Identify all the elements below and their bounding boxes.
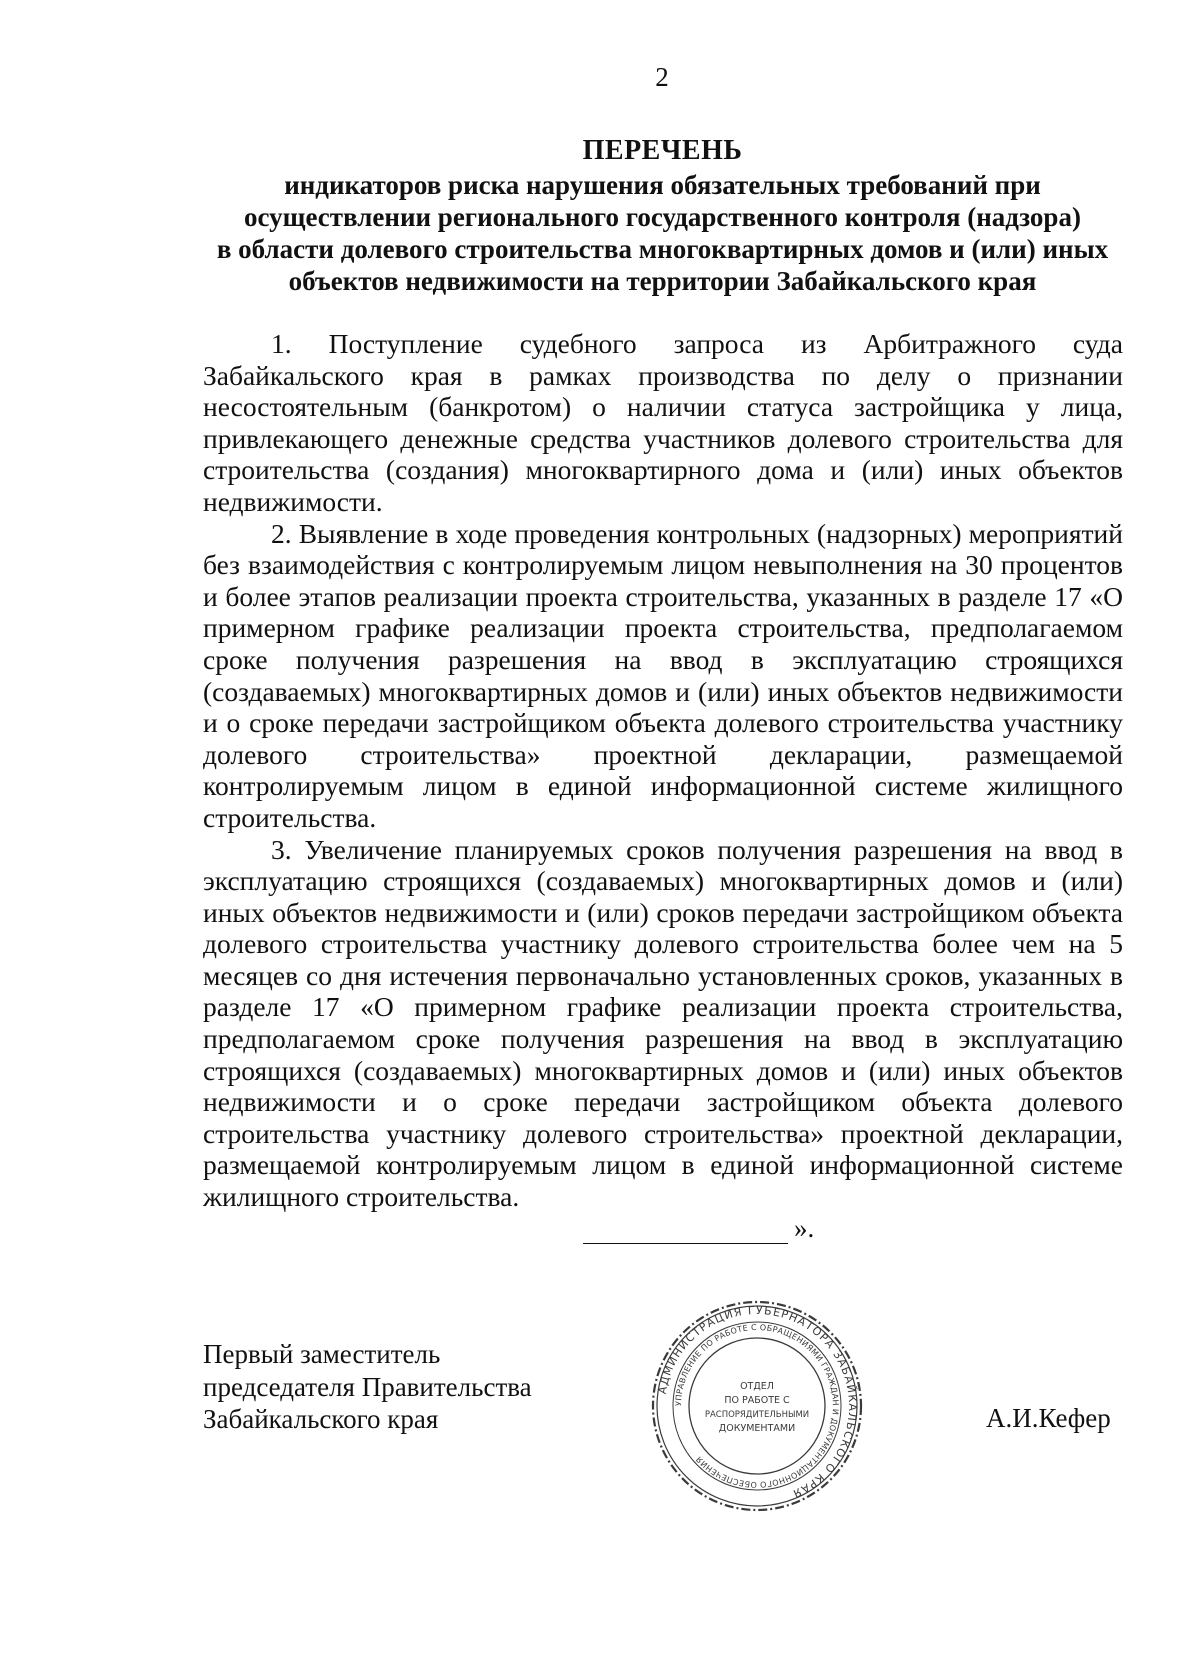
closing-underline xyxy=(583,1217,788,1244)
signatory-position xyxy=(203,1338,532,1436)
page-number: 2 xyxy=(655,62,669,92)
signatory-line: председателя Правительства xyxy=(203,1371,532,1402)
seal-center-line: ДОКУМЕНТАМИ xyxy=(718,1423,796,1434)
signatory-line: Первый заместитель xyxy=(203,1339,441,1369)
paragraph-1: 1. Поступление судебного запроса из Арбитражного суда Забайкальского края в рамках производства по делу о признании несостоятельным (банкротом) о наличии статуса застройщика у лица, привлекающего денежные средства участников долевого строительства для строительства (создания) многоквартирного дома и (или) иных объектов недвижимости. xyxy=(203,328,1123,517)
title-line: индикаторов риска нарушения обязательных требований при xyxy=(284,170,1041,200)
seal-inner-text: УПРАВЛЕНИЕ ПО РАБОТЕ С ОБРАЩЕНИЯМИ ГРАЖДАН И ДОКУМЕНТАЦИОННОГО ОБЕСПЕЧЕНИЯ xyxy=(673,1322,841,1490)
title-line: в области долевого строительства многоквартирных домов и (или) иных xyxy=(216,234,1109,264)
signer-name: А.И.Кефер xyxy=(986,1403,1111,1433)
document-body xyxy=(203,328,1123,1213)
signatory-line: Забайкальского края xyxy=(203,1404,439,1434)
closing-line xyxy=(583,1213,814,1244)
paragraph-2: 2. Выявление в ходе проведения контрольных (надзорных) мероприятий без взаимодействия с контролируемым лицом невыполнения на 30 процентов и более этапов реализации проекта строительства, указанных в разделе 17 «О примерном графике реализации проекта строительства, предполагаемом сроке получения разрешения на ввод в эксплуатацию строящихся (создаваемых) многоквартирных домов и (или) иных объектов недвижимости и о сроке передачи застройщиком объекта долевого строительства участнику долевого строительства» проектной декларации, размещаемой контролируемым лицом в единой информационной системе жилищного строительства. xyxy=(203,517,1123,833)
seal-center-line: РАСПОРЯДИТЕЛЬНЫМИ xyxy=(704,1410,810,1420)
title-line: объектов недвижимости на территории Забайкальского края xyxy=(288,266,1037,296)
paragraph-3: 3. Увеличение планируемых сроков получения разрешения на ввод в эксплуатацию строящихся (создаваемых) многоквартирных домов и (или) иных объектов недвижимости и (или) сроков передачи застройщиком объекта долевого строительства участнику долевого строительства более чем на 5 месяцев со дня истечения первоначально установленных сроков, указанных в разделе 17 «О примерном графике реализации проекта строительства, предполагаемом сроке получения разрешения на ввод в эксплуатацию строящихся (создаваемых) многоквартирных домов и (или) иных объектов недвижимости и о сроке передачи застройщиком объекта долевого строительства участнику долевого строительства» проектной декларации, размещаемой контролируемым лицом в единой информационной системе жилищного строительства. xyxy=(203,833,1123,1213)
title-heading: ПЕРЕЧЕНЬ xyxy=(582,135,743,166)
title-line: осуществлении регионального государственного контроля (надзора) xyxy=(244,202,1081,232)
seal-center-line: ПО РАБОТЕ С xyxy=(724,1395,790,1406)
seal-center-line: ОТДЕЛ xyxy=(740,1381,774,1392)
svg-text:УПРАВЛЕНИЕ ПО РАБОТЕ С ОБРАЩЕН xyxy=(674,1323,840,1489)
closing-quote: ». xyxy=(794,1213,815,1243)
official-seal-icon xyxy=(648,1297,866,1515)
seal-outer-text: АДМИНИСТРАЦИЯ ГУБЕРНАТОРА ЗАБАЙКАЛЬСКОГО КРАЯ xyxy=(655,1303,860,1501)
document-title xyxy=(195,135,1130,297)
